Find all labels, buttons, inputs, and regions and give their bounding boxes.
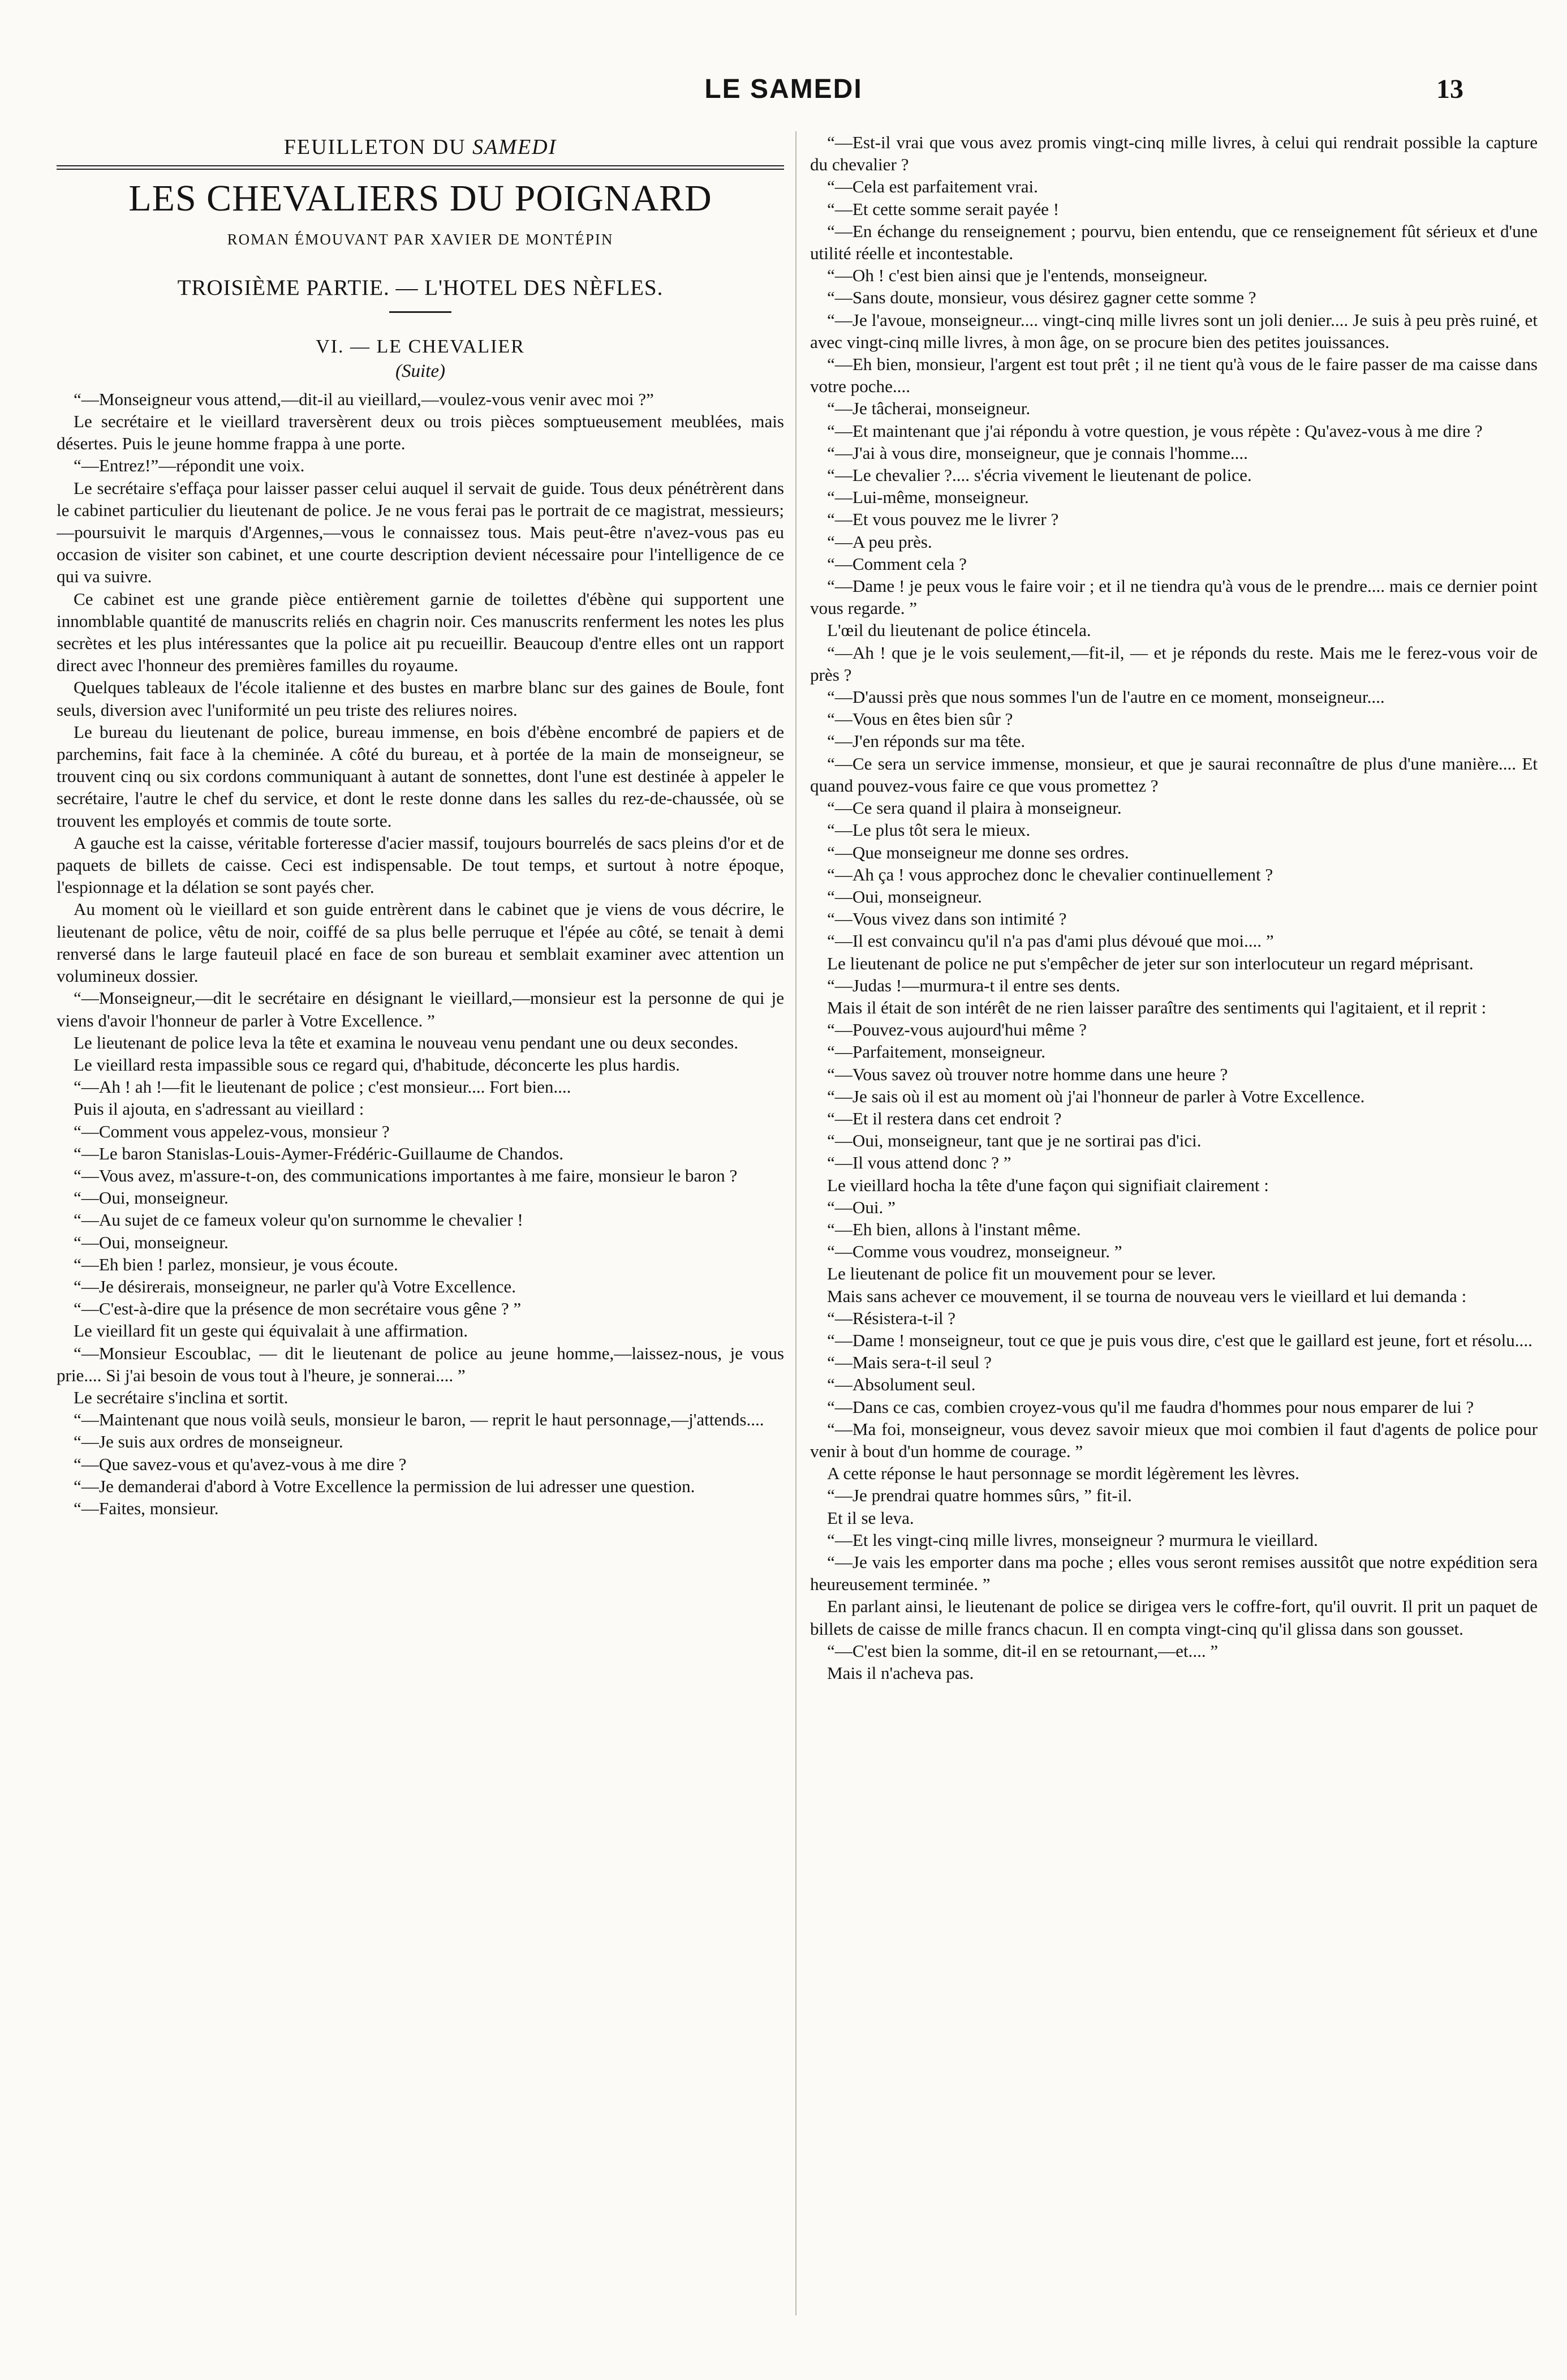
paragraph: “—A peu près. — [827, 531, 932, 552]
paragraph: “—Faites, monsieur. — [74, 1498, 219, 1518]
paragraph: “—Lui-même, monseigneur. — [827, 487, 1029, 508]
feuilleton-prefix: FEUILLETON DU — [283, 135, 466, 159]
paragraph: “—Je prendrai quatre hommes sûrs, ” fit-il. — [827, 1485, 1132, 1506]
paragraph: “—Comment vous appelez-vous, monsieur ? — [74, 1121, 390, 1141]
paragraph: “—Il vous attend donc ? ” — [827, 1153, 1011, 1173]
paragraph: “—Sans doute, monsieur, vous désirez gagner cette somme ? — [827, 287, 1256, 308]
paragraph: “—Ah ! que je le vois seulement,—fit-il, — et je réponds du reste. Mais me le ferez-vous voir de près ? — [810, 642, 1538, 685]
paragraph: “—Résistera-t-il ? — [827, 1308, 956, 1328]
paragraph: “—J'en réponds sur ma tête. — [827, 731, 1026, 751]
paragraph: “—Maintenant que nous voilà seuls, monsieur le baron, — reprit le haut personnage,—j'attends.... — [74, 1410, 764, 1430]
novel-title: LES CHEVALIERS DU POIGNARD — [128, 178, 712, 219]
paragraph: “—Vous en êtes bien sûr ? — [827, 709, 1013, 729]
feuilleton-journal: SAMEDI — [472, 135, 557, 159]
paragraph: “—J'ai à vous dire, monseigneur, que je connais l'homme.... — [827, 443, 1248, 463]
paragraph: A cette réponse le haut personnage se mordit légèrement les lèvres. — [827, 1463, 1299, 1484]
paragraph: “—Je tâcherai, monseigneur. — [827, 398, 1031, 419]
paragraph: “—Le baron Stanislas-Louis-Aymer-Frédéric-Guillaume de Chandos. — [74, 1143, 564, 1163]
paragraph: A gauche est la caisse, véritable forteresse d'acier massif, toujours bourrelés de sacs pleins d'or et de paquets de billets de caisse. Ceci est indispensable. De tout temps, et surtout à notre époque, l'espionnage et la délation se sont payés cher. — [57, 832, 784, 897]
paragraph: “—Et maintenant que j'ai répondu à votre question, je vous répète : Qu'avez-vous à me dire ? — [827, 420, 1483, 441]
paragraph: “—Dame ! je peux vous le faire voir ; et il ne tiendra qu'à vous de le prendre.... mais ce dernier point vous regarde. ” — [810, 576, 1538, 618]
paragraph: “—Eh bien, monsieur, l'argent est tout prêt ; il ne tient qu'à vous de le faire passer de ma caisse dans votre poche.... — [810, 354, 1538, 397]
paragraph: “—Oui, monseigneur. — [74, 1232, 229, 1252]
paragraph: “—Ah ! ah !—fit le lieutenant de police ; c'est monsieur.... Fort bien.... — [74, 1077, 571, 1097]
paragraph: “—Ma foi, monseigneur, vous devez savoir mieux que moi combien il faut d'agents de police pour venir à bout d'un homme de courage. ” — [810, 1419, 1538, 1461]
right-paragraphs — [810, 131, 1538, 1684]
paragraph: “—Vous savez où trouver notre homme dans une heure ? — [827, 1064, 1228, 1084]
running-head — [0, 74, 1567, 113]
paragraph: “—Le plus tôt sera le mieux. — [827, 820, 1031, 840]
paragraph: “—Absolument seul. — [827, 1374, 976, 1395]
short-rule — [389, 311, 451, 313]
paragraph: Le vieillard resta impassible sous ce regard qui, d'habitude, déconcerte les plus hardis. — [74, 1054, 680, 1075]
paragraph: “—Dame ! monseigneur, tout ce que je puis vous dire, c'est que le gaillard est jeune, fort et résolu.... — [827, 1330, 1532, 1350]
paragraph: Le secrétaire s'inclina et sortit. — [74, 1387, 289, 1407]
paragraph: “—Comme vous voudrez, monseigneur. ” — [827, 1241, 1122, 1262]
paragraph: “—Je désirerais, monseigneur, ne parler qu'à Votre Excellence. — [74, 1276, 516, 1296]
paragraph: “—Ce sera un service immense, monsieur, et que je saurai reconnaître de plus d'une manière.... Et quand pouvez-vous faire ce que vous promettez ? — [810, 753, 1538, 796]
left-paragraphs — [57, 388, 784, 1519]
paragraph: “—D'aussi près que nous sommes l'un de l'autre en ce moment, monseigneur.... — [827, 687, 1385, 707]
journal-title: LE SAMEDI — [704, 74, 863, 104]
paragraph: “—Je demanderai d'abord à Votre Excellence la permission de lui adresser une question. — [74, 1476, 695, 1496]
paragraph: “—En échange du renseignement ; pourvu, bien entendu, que ce renseignement fût sérieux et d'une utilité réelle et incontestable. — [810, 221, 1538, 264]
chapter-heading: VI. — LE CHEVALIER — [316, 336, 525, 358]
paragraph: “—Mais sera-t-il seul ? — [827, 1352, 992, 1373]
paragraph: “—Le chevalier ?.... s'écria vivement le lieutenant de police. — [827, 465, 1252, 486]
paragraph: “—Je sais où il est au moment où j'ai l'honneur de parler à Votre Excellence. — [827, 1086, 1365, 1106]
paragraph: “—Que monseigneur me donne ses ordres. — [827, 842, 1129, 862]
paragraph: “—Que savez-vous et qu'avez-vous à me dire ? — [74, 1454, 407, 1474]
paragraph: Le vieillard hocha la tête d'une façon qui signifiait clairement : — [827, 1175, 1269, 1195]
feuilleton-heading — [57, 135, 784, 160]
paragraph: “—Et les vingt-cinq mille livres, monseigneur ? murmura le vieillard. — [827, 1530, 1318, 1550]
paragraph: “—Je suis aux ordres de monseigneur. — [74, 1432, 343, 1452]
paragraph: “—Oui. ” — [827, 1197, 896, 1217]
paragraph: “—Ah ça ! vous approchez donc le chevalier continuellement ? — [827, 864, 1273, 884]
paragraph: Et il se leva. — [827, 1507, 914, 1528]
paragraph: Le lieutenant de police fit un mouvement pour se lever. — [827, 1264, 1216, 1284]
paragraph: “—Monseigneur vous attend,—dit-il au vieillard,—voulez-vous venir avec moi ?” — [74, 389, 654, 409]
left-column — [57, 131, 784, 2315]
paragraph: Le secrétaire et le vieillard traversèrent deux ou trois pièces somptueusement meublées, mais désertes. Puis le jeune homme frappa à une porte. — [57, 411, 784, 454]
column-divider — [795, 131, 797, 2315]
paragraph: “—Judas !—murmura-t il entre ses dents. — [827, 975, 1121, 995]
paragraph: Le lieutenant de police leva la tête et examina le nouveau venu pendant une ou deux secondes. — [74, 1032, 739, 1052]
paragraph: Mais il était de son intérêt de ne rien laisser paraître des sentiments qui l'agitaient, et il reprit : — [827, 997, 1487, 1017]
paragraph: “—Je l'avoue, monseigneur.... vingt-cinq mille livres sont un joli denier.... Je suis à peu près ruiné, et avec vingt-cinq mille livres, à mon âge, on se procure bien des petites jouissances. — [810, 310, 1538, 352]
paragraph: Le lieutenant de police ne put s'empêcher de jeter sur son interlocuteur un regard méprisant. — [827, 953, 1474, 973]
paragraph: Mais sans achever ce mouvement, il se tourna de nouveau vers le vieillard et lui demanda : — [827, 1286, 1467, 1306]
paragraph: “—Dans ce cas, combien croyez-vous qu'il me faudra d'hommes pour nous emparer de lui ? — [827, 1397, 1474, 1417]
paragraph: L'œil du lieutenant de police étincela. — [827, 620, 1091, 641]
paragraph: En parlant ainsi, le lieutenant de police se dirigea vers le coffre-fort, qu'il ouvrit. Il prit un paquet de billets de caisse de mille francs chacun. Il en compta vingt-cinq qu'il glissa dans son gousset. — [810, 1596, 1538, 1639]
paragraph: “—Et vous pouvez me le livrer ? — [827, 509, 1059, 530]
paragraph: Quelques tableaux de l'école italienne et des bustes en marbre blanc sur des gaines de Boule, font seuls, diversion avec l'uniformité un peu triste des reliures noires. — [57, 677, 784, 720]
paragraph: “—Et cette somme serait payée ! — [827, 199, 1060, 219]
paragraph: Mais il n'acheva pas. — [827, 1663, 974, 1683]
paragraph: Ce cabinet est une grande pièce entièrement garnie de toilettes d'ébène qui supportent une innomblable quantité de manuscrits reliés en chagrin noir. Ces manuscrits renferment les notes les plus secrètes et les plus intéressantes que la police ait pu recueillir. Beaucoup d'entre elles ont un rapport direct avec l'honneur des premières familles du royaume. — [57, 588, 784, 676]
paragraph: Le bureau du lieutenant de police, bureau immense, en bois d'ébène encombré de papiers et de parchemins, fait face à la cheminée. A côté du bureau, et à portée de la main de monseigneur, se trouvent cinq ou six cordons communiquant à autant de sonnettes, dont l'une est destinée à appeler le secrétaire, l'autre le chef du service, et dont le reste donne dans les salles du rez-de-chaussée, où se trouvent les employés et commis de toute sorte. — [57, 721, 784, 831]
paragraph: “—Monseigneur,—dit le secrétaire en désignant le vieillard,—monsieur est la personne de qui je viens d'avoir l'honneur de parler à Votre Excellence. ” — [57, 988, 784, 1030]
paragraph: “—Parfaitement, monseigneur. — [827, 1042, 1045, 1062]
paragraph: “—C'est bien la somme, dit-il en se retournant,—et.... ” — [827, 1640, 1219, 1661]
paragraph: “—Vous vivez dans son intimité ? — [827, 909, 1067, 929]
paragraph: “—Cela est parfaitement vrai. — [827, 177, 1038, 197]
paragraph: “—Oui, monseigneur. — [827, 886, 982, 907]
paragraph: “—Entrez!”—répondit une voix. — [74, 456, 305, 476]
page-number: 13 — [1436, 74, 1463, 104]
paragraph: “—Il est convaincu qu'il n'a pas d'ami plus dévoué que moi.... ” — [827, 931, 1274, 951]
paragraph: “—Est-il vrai que vous avez promis vingt-cinq mille livres, à celui qui rendrait possible la capture du chevalier ? — [810, 132, 1538, 175]
paragraph: Puis il ajouta, en s'adressant au vieillard : — [74, 1099, 364, 1119]
double-rule — [57, 165, 784, 170]
paragraph: “—Comment cela ? — [827, 553, 967, 574]
paragraph: “—Je vais les emporter dans ma poche ; elles vous seront remises aussitôt que notre expédition sera heureusement terminée. ” — [810, 1552, 1538, 1595]
paragraph: Le vieillard fit un geste qui équivalait à une affirmation. — [74, 1321, 468, 1341]
paragraph: “—Eh bien, allons à l'instant même. — [827, 1219, 1081, 1239]
paragraph: “—C'est-à-dire que la présence de mon secrétaire vous gêne ? ” — [74, 1299, 522, 1319]
right-column — [810, 131, 1538, 2315]
paragraph: “—Au sujet de ce fameux voleur qu'on surnomme le chevalier ! — [74, 1210, 523, 1230]
paragraph: “—Et il restera dans cet endroit ? — [827, 1108, 1062, 1128]
paragraph: “—Oui, monseigneur, tant que je ne sortirai pas d'ici. — [827, 1131, 1202, 1151]
paragraph: “—Oui, monseigneur. — [74, 1188, 229, 1208]
part-heading: TROISIÈME PARTIE. — L'HOTEL DES NÈFLES. — [177, 276, 664, 300]
paragraph: “—Ce sera quand il plaira à monseigneur. — [827, 798, 1122, 818]
paragraph: “—Oh ! c'est bien ainsi que je l'entends, monseigneur. — [827, 265, 1208, 286]
paragraph: “—Monsieur Escoublac, — dit le lieutenant de police au jeune homme,—laissez-nous, je vous prie.... Si j'ai besoin de vous tout à l'heure, je sonnerai.... ” — [57, 1343, 784, 1385]
paragraph: Le secrétaire s'effaça pour laisser passer celui auquel il servait de guide. Tous deux pénétrèrent dans le cabinet particulier du lieutenant de police. Je ne vous ferai pas le portrait de ce magistrat, messieurs;—poursuivit le marquis d'Argennes,—vous le connaissez tous. Mais peut-être n'avez-vous pas eu occasion de visiter son cabinet, et une courte description devient nécessaire pour l'intelligence de ce qui va suivre. — [57, 478, 784, 587]
paragraph: Au moment où le vieillard et son guide entrèrent dans le cabinet que je viens de vous décrire, le lieutenant de police, vêtu de noir, coiffé de sa plus belle perruque et l'épée au côté, se tenait à demi renversé dans le large fauteuil placé en face de son bureau et semblait examiner avec attention un volumineux dossier. — [57, 899, 784, 986]
novel-subtitle: ROMAN ÉMOUVANT PAR XAVIER DE MONTÉPIN — [227, 231, 614, 248]
paragraph: “—Eh bien ! parlez, monsieur, je vous écoute. — [74, 1254, 398, 1274]
chapter-note: (Suite) — [395, 360, 445, 381]
paragraph: “—Vous avez, m'assure-t-on, des communications importantes à me faire, monsieur le baron ? — [74, 1165, 738, 1185]
paragraph: “—Pouvez-vous aujourd'hui même ? — [827, 1020, 1087, 1040]
